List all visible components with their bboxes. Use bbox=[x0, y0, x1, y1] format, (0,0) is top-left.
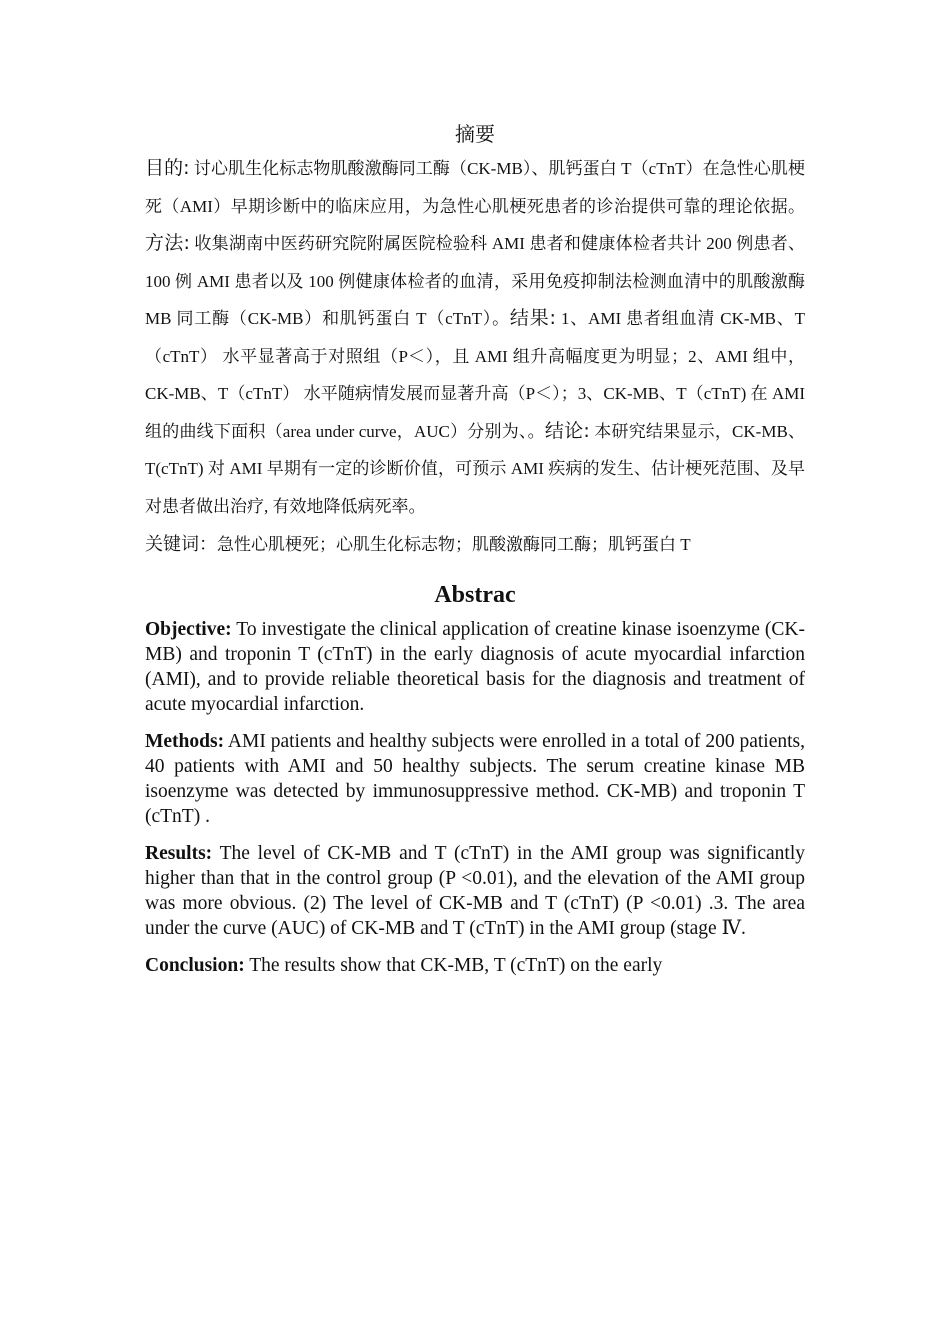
zh-conclusion-label: 结论: bbox=[544, 419, 590, 442]
zh-conclusion-text: 本研究结果显示，CK-MB、T(cTnT) 对 AMI 早期有一定的诊断价值，可预示 AMI 疾病的发生、估计梗死范围、及早对患者做出治疗, 有效地降低病死率。 bbox=[145, 421, 806, 516]
en-results-label: Results: bbox=[145, 843, 213, 864]
zh-keywords-text: 急性心肌梗死；心肌生化标志物；肌酸激酶同工酶；肌钙蛋白 T bbox=[217, 535, 691, 554]
en-objective-label: Objective: bbox=[145, 619, 232, 640]
zh-objective-text: 讨心肌生化标志物肌酸激酶同工酶（CK-MB）、肌钙蛋白 T（cTnT）在急性心肌梗死（AMI）早期诊断中的临床应用，为急性心肌梗死患者的诊治提供可靠的理论依据。 bbox=[145, 159, 805, 216]
zh-methods-label: 方法: bbox=[145, 232, 190, 254]
en-results-text: The level of CK-MB and T (cTnT) in the AMI group was significantly higher than that in the control group (P <0.01), and the elevation of the AMI group was more obvious. (2) The level of CK-MB and T (cTnT) (P <0.01) .3. The area under the curve (AUC) of CK-MB and T (cTnT) in the AMI group (stage Ⅳ. bbox=[145, 843, 805, 939]
zh-keywords-label: 关键词： bbox=[145, 534, 217, 555]
zh-results-label: 结果: bbox=[509, 307, 556, 329]
en-methods-paragraph bbox=[145, 729, 805, 829]
en-results-paragraph bbox=[145, 841, 805, 941]
zh-methods-text: 收集湖南中医药研究院附属医院检验科 AMI 患者和健康体检者共计 200 例患者、100 例 AMI 患者以及 100 例健康体检者的血清，采用免疫抑制法检测血清中的肌酸激酶 MB 同工酶（CK-MB）和肌钙蛋白 T（cTnT）。 bbox=[145, 234, 805, 328]
zh-keywords bbox=[145, 529, 805, 561]
en-conclusion-paragraph bbox=[145, 953, 805, 978]
en-methods-text: AMI patients and healthy subjects were enrolled in a total of 200 patients, 40 patients with AMI and 50 healthy subjects. The serum creatine kinase MB isoenzyme was detected by immunosuppressive method. CK-MB) and troponin T (cTnT) . bbox=[145, 731, 805, 827]
en-conclusion-label: Conclusion: bbox=[145, 955, 245, 976]
en-objective-paragraph bbox=[145, 617, 805, 717]
zh-objective-label: 目的: bbox=[145, 157, 190, 179]
zh-abstract-body bbox=[145, 150, 805, 525]
zh-abstract-title: 摘要 bbox=[455, 122, 495, 146]
zh-results-text: 1、AMI 患者组血清 CK-MB、T（cTnT） 水平显著高于对照组（P＜），且 AMI 组升高幅度更为明显；2、AMI 组中，CK-MB、T（cTnT） 水平随病情发展而显著升高（P＜）；3、CK-MB、T（cTnT) 在 AMI 组的曲线下面积（area under curve，AUC）分别为、。 bbox=[145, 309, 805, 441]
abstract-page bbox=[145, 118, 805, 990]
en-objective-text: To investigate the clinical application of creatine kinase isoenzyme (CK-MB) and troponin T (cTnT) in the early diagnosis of acute myocardial infarction (AMI), and to provide reliable theoretical basis for the diagnosis and treatment of acute myocardial infarction. bbox=[145, 619, 805, 715]
en-methods-label: Methods: bbox=[145, 731, 225, 752]
en-conclusion-text: The results show that CK-MB, T (cTnT) on the early bbox=[244, 955, 663, 976]
en-abstract-title: Abstrac bbox=[434, 582, 516, 608]
